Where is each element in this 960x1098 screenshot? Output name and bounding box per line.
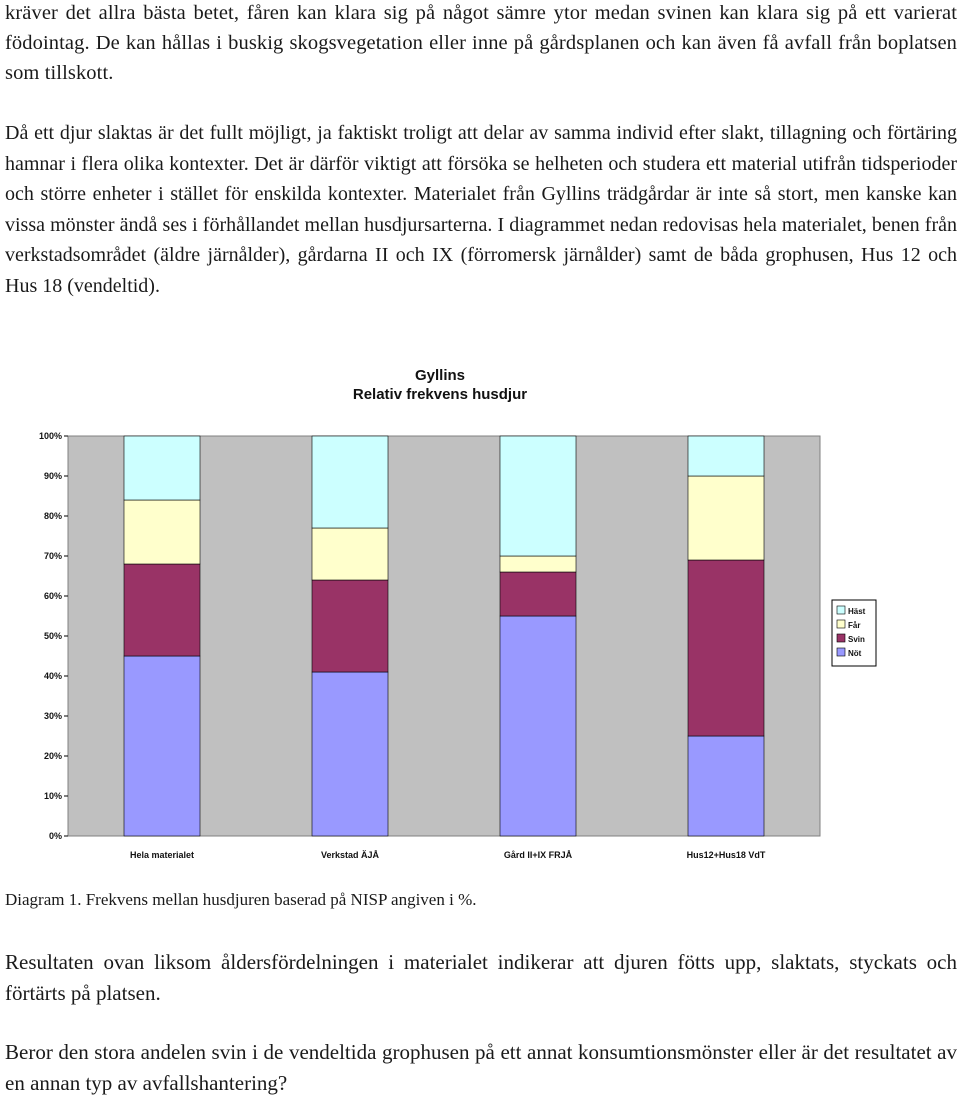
bar-segment — [500, 436, 576, 556]
chart-subtitle: Relativ frekvens husdjur — [352, 386, 528, 403]
bar-segment — [688, 476, 764, 560]
bar-segment — [312, 436, 388, 528]
category-label: Verkstad ÄJÅ — [320, 850, 380, 860]
bar-segment — [312, 672, 388, 836]
bar-segment — [688, 436, 764, 476]
y-tick-label: 40% — [43, 671, 62, 681]
plot-area — [39, 431, 820, 860]
y-tick-label: 90% — [43, 471, 62, 481]
category-label: Hela materialet — [129, 850, 195, 860]
y-tick-label: 30% — [43, 711, 62, 721]
y-tick-label: 80% — [43, 511, 62, 521]
figure-caption: Diagram 1. Frekvens mellan husdjuren baserad på NISP angiven i %. — [5, 890, 477, 909]
stacked-bar-chart — [0, 360, 960, 880]
chart-title: Gyllins — [414, 367, 466, 384]
bar-segment — [312, 580, 388, 672]
bar-segment — [124, 564, 200, 656]
bar-segment — [688, 736, 764, 836]
legend-label: Får — [848, 621, 861, 630]
y-tick-label: 60% — [43, 591, 62, 601]
y-tick-label: 20% — [43, 751, 62, 761]
paragraph-intro: kräver det allra bästa betet, fåren kan klara sig på något sämre ytor medan svinen kan klara sig på ett varierat födointag. De kan hållas i buskig skogsvegetation eller inne på gårdsplanen och kan även få avfall från boplatsen som tillskott. — [5, 2, 957, 84]
chart-gyllins — [0, 360, 960, 880]
legend-swatch — [837, 634, 845, 642]
legend-swatch — [837, 620, 845, 628]
bar-segment — [688, 560, 764, 736]
paragraph-context: Då ett djur slaktas är det fullt möjligt, ja faktiskt troligt att delar av samma individ efter slakt, tillagning och förtäring hamnar i flera olika kontexter. Det är därför viktigt att försöka se helheten och studera ett material utifrån tidsperioder och större enheter i stället för enskilda kontexter. Materialet från Gyllins trädgårdar är inte så stort, men kanske kan vissa mönster ändå ses i förhållandet mellan husdjursarterna. I diagrammet nedan redovisas hela materialet, benen från verkstadsområdet (äldre järnålder), gårdarna II och IX (förromersk järnålder) samt de båda grophusen, Hus 12 och Hus 18 (vendeltid). — [5, 122, 957, 297]
legend-label: Svin — [848, 635, 865, 644]
paragraph-question: Beror den stora andelen svin i de vendeltida grophusen på ett annat konsumtionsmönster eller är det resultatet av en annan typ av avfallshantering? — [5, 1040, 957, 1095]
bar-segment — [500, 572, 576, 616]
y-tick-label: 50% — [43, 631, 62, 641]
legend-swatch — [837, 606, 845, 614]
bar-segment — [124, 656, 200, 836]
bar-segment — [312, 528, 388, 580]
bar-segment — [124, 436, 200, 500]
y-tick-label: 0% — [48, 831, 62, 841]
legend — [832, 600, 876, 666]
legend-label: Häst — [848, 607, 866, 616]
y-tick-label: 70% — [43, 551, 62, 561]
bar-segment — [500, 616, 576, 836]
legend-label: Nöt — [848, 649, 862, 658]
bar-segment — [500, 556, 576, 572]
paragraph-results: Resultaten ovan liksom åldersfördelningen i materialet indikerar att djuren fötts upp, slaktats, styckats och förtärts på platsen. — [5, 950, 957, 1005]
category-label: Gård II+IX FRJÅ — [503, 850, 573, 860]
y-tick-label: 10% — [43, 791, 62, 801]
category-label: Hus12+Hus18 VdT — [686, 850, 766, 860]
legend-swatch — [837, 648, 845, 656]
y-tick-label: 100% — [38, 431, 62, 441]
bar-segment — [124, 500, 200, 564]
